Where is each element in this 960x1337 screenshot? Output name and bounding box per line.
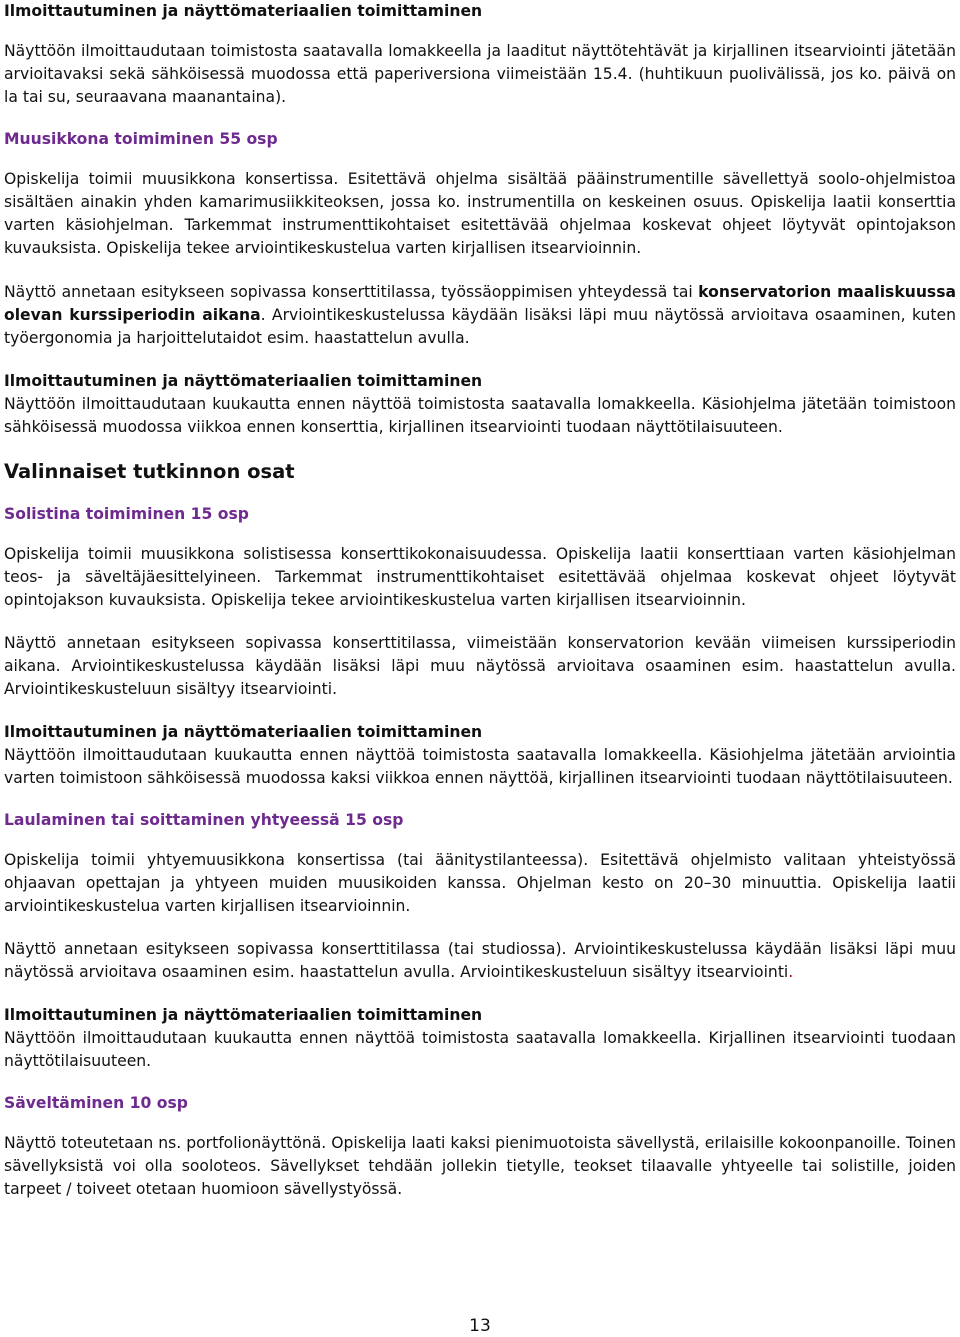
muusikko-p2-start: Näyttö annetaan esitykseen sopivassa konserttitilassa, työssäoppimisen yhteydessä tai: [4, 283, 699, 301]
savel-paragraph-1: Näyttö toteutetaan ns. portfolionäyttönä. Opiskelija laati kaksi pienimuotoista sävellystä, erilaisille kokoonpanoille. Toinen sävellyksistä voi olla sooloteos. Sävellykset tehdään jollekin tietylle, teokset tilaavalle yhtyeelle tai solistille, joiden tarpeet / toiveet otetaan huomioon sävellystyössä.: [4, 1134, 956, 1198]
savel-heading: Säveltäminen 10 osp: [4, 1094, 188, 1112]
section-title: Valinnaiset tutkinnon osat: [4, 460, 295, 483]
muusikko-registration-heading: Ilmoittautuminen ja näyttömateriaalien toimittaminen: [4, 372, 483, 390]
laulu-p2-text: Näyttö annetaan esitykseen sopivassa konserttitilassa (tai studiossa). Arviointikeskustelussa käydään lisäksi läpi muu näytössä arvioitava osaaminen esim. haastattelun avulla. Arviointikeskusteluun sisältyy itsearviointi: [4, 940, 956, 981]
muusikko-paragraph-1: Opiskelija toimii muusikkona konsertissa. Esitettävä ohjelma sisältää pääinstrumentille sävellettyä soolo-ohjelmistoa sisältäen ainakin yhden kamarimusiikkiteoksen, jossa ko. instrumentilla on keskeinen osuus. Opiskelija laatii konserttia varten käsiohjelman. Tarkemmat instrumenttikohtaiset esitettävää ohjelmaa koskevat ohjeet löytyvät opintojakson kuvauksista. Opiskelija tekee arviointikeskustelua varten kirjallisen itsearvioinnin.: [4, 170, 956, 257]
laulu-heading: Laulaminen tai soittaminen yhtyeessä 15 osp: [4, 811, 404, 829]
muusikko-registration-paragraph: Näyttöön ilmoittaudutaan kuukautta ennen näyttöä toimistosta saatavalla lomakkeella. Käsiohjelma jätetään toimistoon sähköisessä muodossa viikkoa ennen konserttia, kirjallinen itsearviointi tuodaan näyttötilaisuuteen.: [4, 395, 956, 436]
laulu-registration-heading: Ilmoittautuminen ja näyttömateriaalien toimittaminen: [4, 1006, 483, 1024]
solisti-paragraph-1: Opiskelija toimii muusikkona solistisessa konserttikokonaisuudessa. Opiskelija laatii konserttiaan varten käsiohjelman teos- ja säveltäjäesittelyineen. Tarkemmat instrumenttikohtaiset esitettävää ohjelmaa koskevat ohjeet löytyvät opintojakson kuvauksista. Opiskelija tekee arviointikeskustelua varten kirjallisen itsearvioinnin.: [4, 545, 956, 609]
solisti-registration-paragraph: Näyttöön ilmoittaudutaan kuukautta ennen näyttöä toimistosta saatavalla lomakkeella. Käsiohjelma jätetään arviointia varten toimistoon sähköisessä muodossa kaksi viikkoa ennen näyttöä, kirjallinen itsearviointi tuodaan näyttötilaisuuteen.: [4, 746, 956, 787]
page-content: [4, 0, 956, 1201]
solisti-heading: Solistina toimiminen 15 osp: [4, 505, 249, 523]
muusikko-p2-end: . Arviointikeskustelussa käydään lisäksi läpi muu näytössä arvioitava osaaminen, kuten työergonomia ja harjoittelutaidot esim. haastattelun avulla.: [4, 306, 956, 347]
laulu-registration-paragraph: Näyttöön ilmoittaudutaan kuukautta ennen näyttöä toimistosta saatavalla lomakkeella. Kirjallinen itsearviointi tuodaan näyttötilaisuuteen.: [4, 1029, 956, 1070]
page-number: 13: [469, 1316, 491, 1336]
laulu-p2-dot: .: [788, 963, 794, 981]
muusikko-p2-bold: konservatorion maaliskuussa olevan kurssiperiodin aikana: [4, 283, 957, 324]
solisti-registration-heading: Ilmoittautuminen ja näyttömateriaalien toimittaminen: [4, 723, 483, 741]
laulu-paragraph-1: Opiskelija toimii yhtyemuusikkona konsertissa (tai äänitystilanteessa). Esitettävä ohjelmisto valitaan yhteistyössä ohjaavan opettajan ja yhtyeen muiden muusikoiden kanssa. Ohjelman kesto on 20–30 minuuttia. Opiskelija laatii arviointikeskustelua varten kirjallisen itsearvioinnin.: [4, 851, 956, 915]
registration-heading: Ilmoittautuminen ja näyttömateriaalien toimittaminen: [4, 2, 483, 20]
solisti-paragraph-2: Näyttö annetaan esitykseen sopivassa konserttitilassa, viimeistään konservatorion kevään viimeisen kurssiperiodin aikana. Arviointikeskustelussa käydään lisäksi läpi muu näytössä arvioitava osaaminen esim. haastattelun avulla. Arviointikeskusteluun sisältyy itsearviointi.: [4, 634, 956, 698]
registration-paragraph: Näyttöön ilmoittaudutaan toimistosta saatavalla lomakkeella ja laaditut näyttötehtävät ja kirjallinen itsearviointi jätetään arvioitavaksi sekä sähköisessä muodossa että paperiversiona viimeistään 15.4. (huhtikuun puolivälissä, jos ko. päivä on la tai su, seuraavana maanantaina).: [4, 42, 956, 106]
muusikko-paragraph-2: [4, 281, 956, 350]
laulu-paragraph-2: [4, 938, 956, 984]
muusikko-heading: Muusikkona toimiminen 55 osp: [4, 130, 278, 148]
